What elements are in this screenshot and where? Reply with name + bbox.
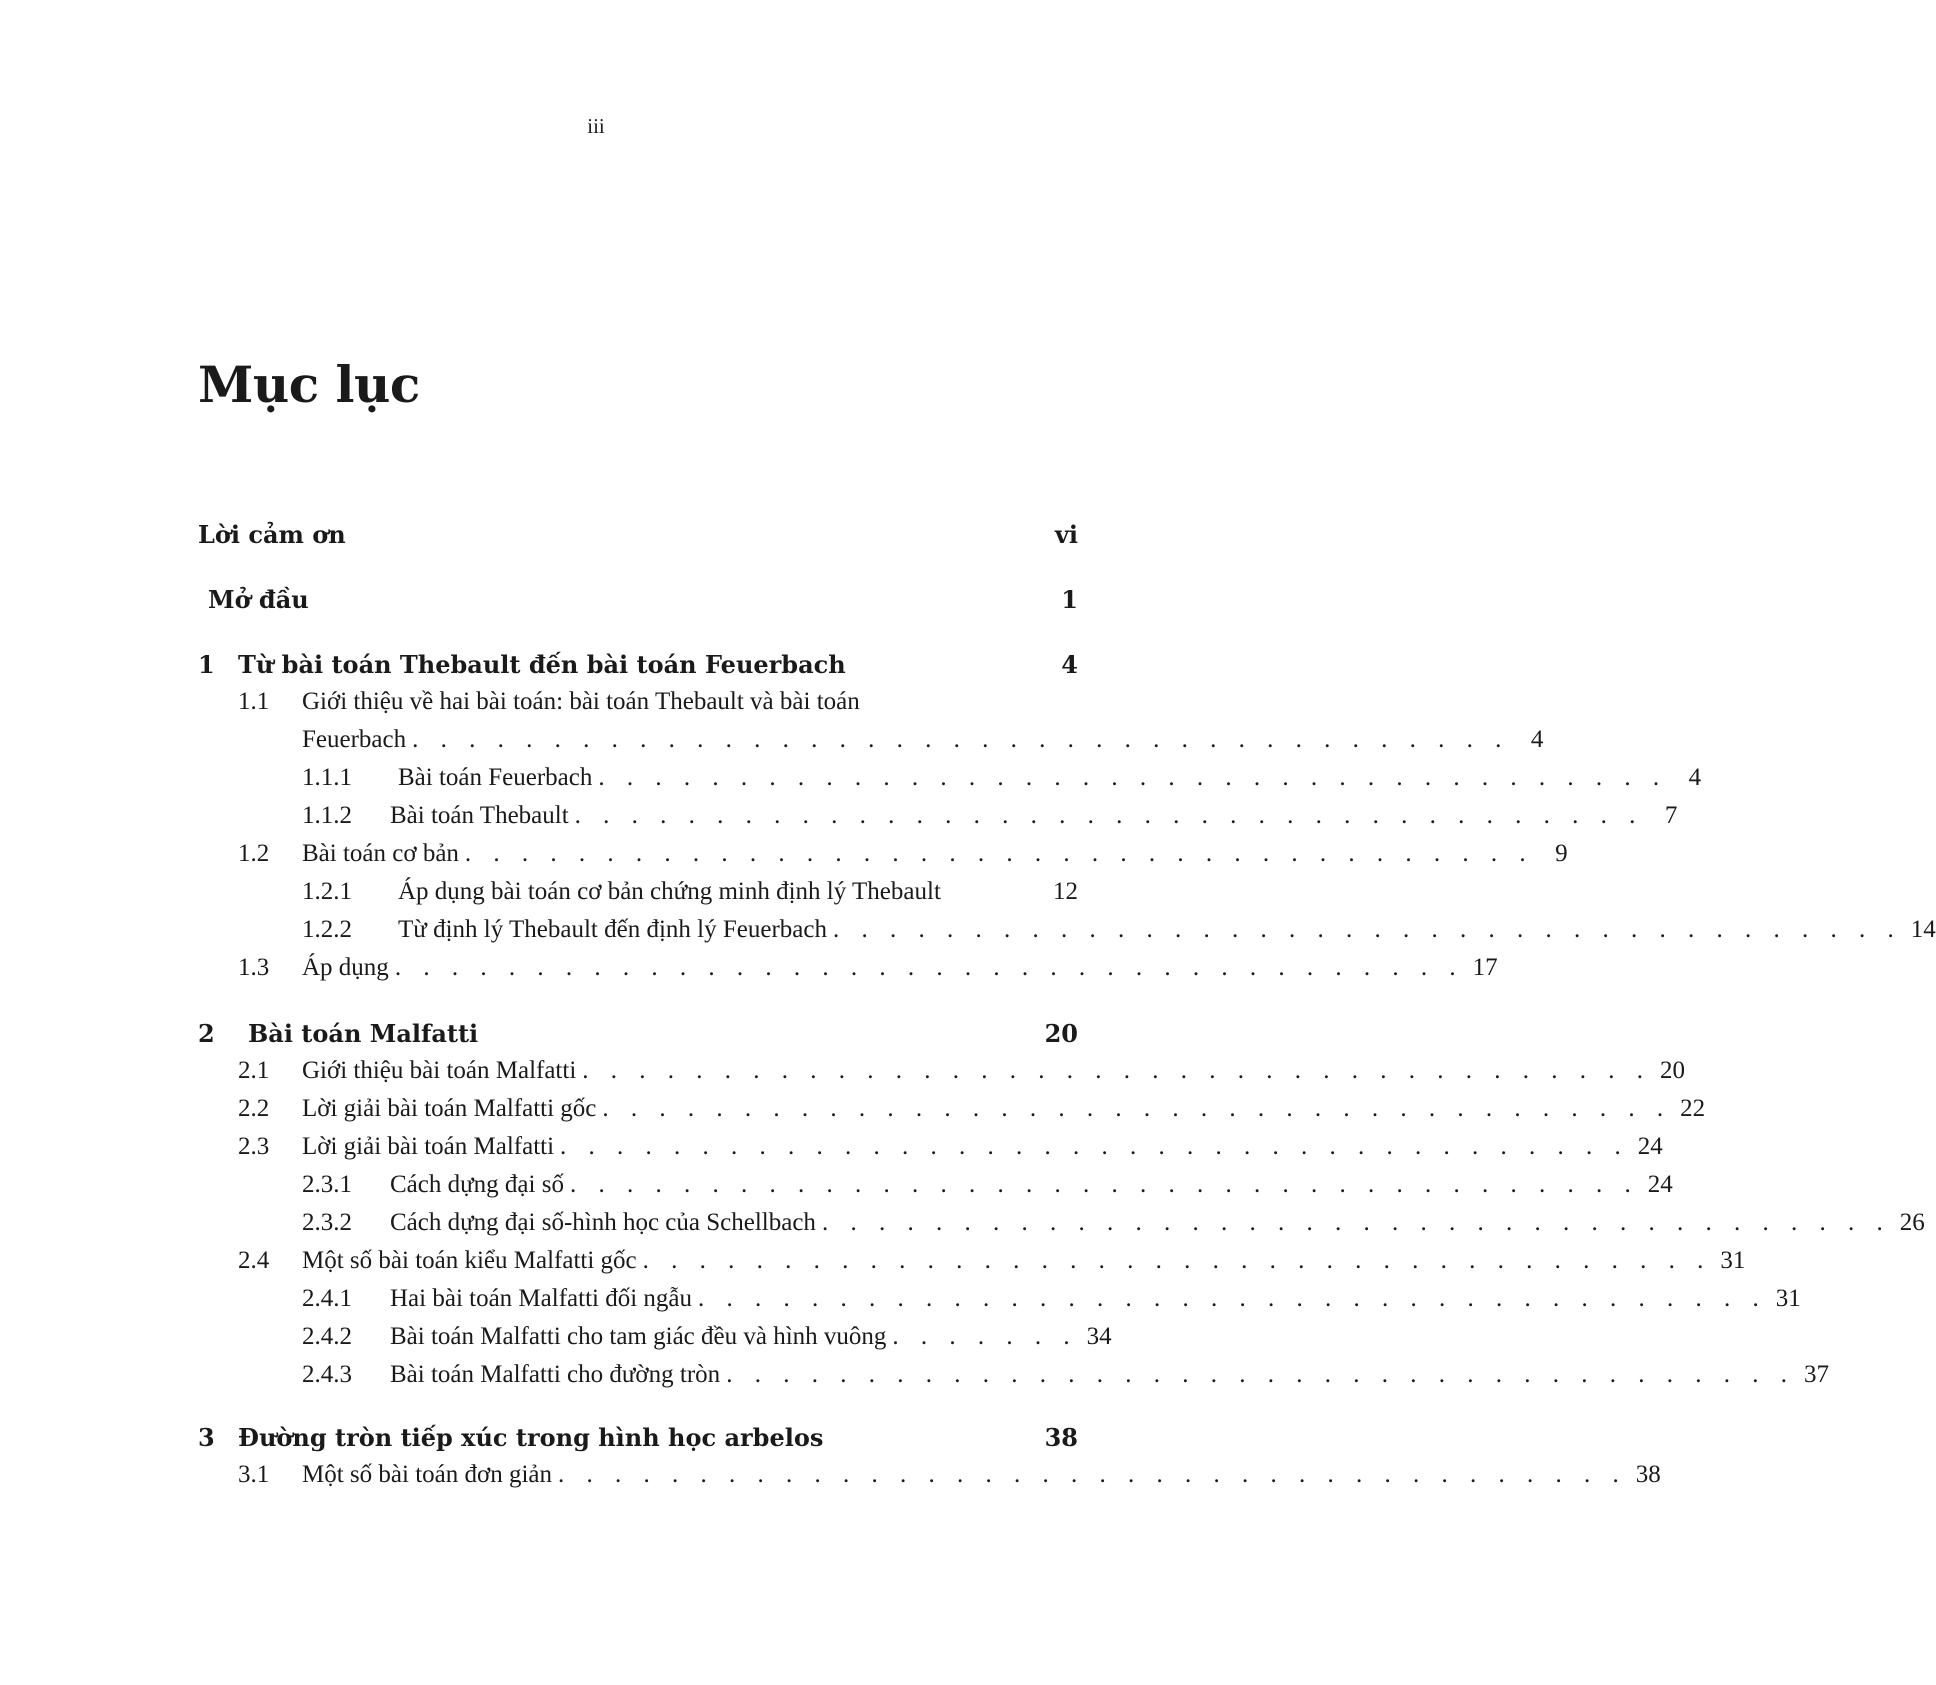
toc-entry-number: 1.1 — [238, 688, 270, 715]
toc-entry-number: 2.4.3 — [302, 1361, 352, 1388]
toc-entry-page: 24 — [1647, 1171, 1673, 1198]
toc-entry-section-1-3[interactable]: 1.3 Áp dụng . . . . . . . . . . . . . . . . . . . . . . . . . . . . . . . . . . . . . . 17 — [198, 954, 1078, 990]
toc-entry-section-1-2[interactable]: 1.2 Bài toán cơ bản . . . . . . . . . . . . . . . . . . . . . . . . . . . . . . . . . . . . . . 9 — [198, 840, 1078, 876]
toc-entry-number: 2.4.1 — [302, 1285, 352, 1312]
toc-entry-number: 2 — [198, 1019, 215, 1048]
toc-entry-page: 1 — [1061, 585, 1078, 614]
toc-entry-page: 7 — [1664, 802, 1678, 829]
toc-entry-title: Cách dựng đại số — [390, 1171, 564, 1198]
toc-entry-subsection-1-2-2[interactable]: 1.2.2 Từ định lý Thebault đến định lý Feuerbach . . . . . . . . . . . . . . . . . . . . . . . . . . . . . . . . . . . . . . 14 — [198, 916, 1078, 952]
toc-entry-number: 2.3 — [238, 1133, 270, 1160]
toc-entry-title: Áp dụng — [302, 954, 389, 981]
toc-entry-title-continued: Feuerbach — [302, 726, 407, 753]
toc-entry-title: Bài toán Feuerbach — [398, 764, 593, 791]
toc-entry-section-1-1[interactable] — [198, 688, 1078, 724]
toc-entry-page: 17 — [1472, 954, 1498, 981]
toc-entry-page: 24 — [1637, 1133, 1663, 1160]
toc-entry-number: 2.4.2 — [302, 1323, 352, 1350]
toc-entry-number: 2.2 — [238, 1095, 270, 1122]
toc-entry-title: Một số bài toán kiểu Malfatti gốc — [302, 1247, 637, 1274]
toc-entry-page: 4 — [1530, 726, 1544, 753]
toc-entry-section-2-3[interactable]: 2.3 Lời giải bài toán Malfatti . . . . . . . . . . . . . . . . . . . . . . . . . . . . . . . . . . . . . . 24 — [198, 1133, 1078, 1169]
toc-entry-page: 4 — [1688, 764, 1702, 791]
toc-entry-number: 2.3.1 — [302, 1171, 352, 1198]
toc-entry-page: 12 — [1053, 878, 1078, 905]
toc-entry-subsection-2-3-1[interactable]: 2.3.1 Cách dựng đại số . . . . . . . . . . . . . . . . . . . . . . . . . . . . . . . . . . . . . . 24 — [198, 1171, 1078, 1207]
toc-entry-title: Lời cảm ơn — [198, 520, 346, 549]
toc-entry-page: 34 — [1086, 1323, 1112, 1350]
toc-entry-chapter-2[interactable] — [198, 1019, 1078, 1055]
toc-entry-subsection-2-4-1[interactable]: 2.4.1 Hai bài toán Malfatti đối ngẫu . . . . . . . . . . . . . . . . . . . . . . . . . . . . . . . . . . . . . . 31 — [198, 1285, 1078, 1321]
toc-entry-title: Bài toán Malfatti — [248, 1019, 479, 1048]
toc-entry-title: Lời giải bài toán Malfatti gốc — [302, 1095, 597, 1122]
toc-entry-number: 2.4 — [238, 1247, 270, 1274]
toc-entry-page: 20 — [1660, 1057, 1686, 1084]
toc-entry-subsection-2-4-3[interactable]: 2.4.3 Bài toán Malfatti cho đường tròn . . . . . . . . . . . . . . . . . . . . . . . . . . . . . . . . . . . . . . 37 — [198, 1361, 1078, 1397]
toc-entry-page: 38 — [1635, 1461, 1661, 1488]
toc-entry-page: 4 — [1061, 650, 1078, 679]
toc-entry-section-2-2[interactable]: 2.2 Lời giải bài toán Malfatti gốc . . . . . . . . . . . . . . . . . . . . . . . . . . . . . . . . . . . . . . 22 — [198, 1095, 1078, 1131]
toc-entry-section-2-1[interactable]: 2.1 Giới thiệu bài toán Malfatti . . . . . . . . . . . . . . . . . . . . . . . . . . . . . . . . . . . . . . 20 — [198, 1057, 1078, 1093]
toc-entry-number: 1.2.1 — [302, 878, 352, 905]
toc-entry-subsection-1-1-1[interactable]: 1.1.1 Bài toán Feuerbach . . . . . . . . . . . . . . . . . . . . . . . . . . . . . . . . . . . . . . 4 — [198, 764, 1078, 800]
toc-entry-number: 1.1.2 — [302, 802, 352, 829]
toc-entry-subsection-2-3-2[interactable]: 2.3.2 Cách dựng đại số-hình học của Schellbach . . . . . . . . . . . . . . . . . . . . . . . . . . . . . . . . . . . . . . 26 — [198, 1209, 1078, 1245]
toc-entry-title: Giới thiệu về hai bài toán: bài toán Thebault và bài toán — [302, 688, 860, 715]
toc-entry-subsection-1-1-2[interactable]: 1.1.2 Bài toán Thebault . . . . . . . . . . . . . . . . . . . . . . . . . . . . . . . . . . . . . . 7 — [198, 802, 1078, 838]
toc-entry-subsection-1-2-1[interactable] — [198, 878, 1078, 914]
toc-entry-page: 20 — [1044, 1019, 1078, 1048]
toc-entry-number: 1.2 — [238, 840, 270, 867]
toc-entry-title: Đường tròn tiếp xúc trong hình học arbelos — [238, 1423, 824, 1452]
page-title: Mục lục — [198, 355, 420, 414]
toc-entry-title: Lời giải bài toán Malfatti — [302, 1133, 555, 1160]
toc-entry-page: 14 — [1910, 916, 1936, 943]
toc-entry-title: Bài toán Thebault — [390, 802, 569, 829]
toc-entry-title: Một số bài toán đơn giản — [302, 1461, 552, 1488]
toc-entry-page: 22 — [1680, 1095, 1706, 1122]
toc-entry-page: vi — [1054, 520, 1078, 549]
toc-entry-number: 1 — [198, 650, 215, 679]
toc-entry-number: 2.1 — [238, 1057, 270, 1084]
toc-entry-number: 1.2.2 — [302, 916, 352, 943]
toc-entry-section-3-1[interactable]: 3.1 Một số bài toán đơn giản . . . . . . . . . . . . . . . . . . . . . . . . . . . . . . . . . . . . . . 38 — [198, 1461, 1078, 1497]
toc-entry-number: 1.1.1 — [302, 764, 352, 791]
toc-entry-page: 31 — [1720, 1247, 1746, 1274]
toc-entry-page: 26 — [1899, 1209, 1925, 1236]
toc-entry-number: 3 — [198, 1423, 215, 1452]
toc-entry-chapter-1[interactable] — [198, 650, 1078, 686]
toc-entry-title: Mở đầu — [208, 585, 309, 614]
toc-entry-page: 31 — [1775, 1285, 1801, 1312]
toc-entry-title: Bài toán Malfatti cho tam giác đều và hình vuông — [390, 1323, 887, 1350]
toc-entry-page: 37 — [1803, 1361, 1829, 1388]
toc-entry-acknowledgements[interactable] — [198, 520, 1078, 556]
toc-entry-title: Từ định lý Thebault đến định lý Feuerbach — [398, 916, 827, 943]
toc-entry-title: Từ bài toán Thebault đến bài toán Feuerbach — [238, 650, 846, 679]
toc-entry-subsection-2-4-2[interactable]: 2.4.2 Bài toán Malfatti cho tam giác đều và hình vuông . . . . . . . 34 — [198, 1323, 1078, 1359]
toc-entry-number: 3.1 — [238, 1461, 270, 1488]
toc-entry-section-2-4[interactable]: 2.4 Một số bài toán kiểu Malfatti gốc . . . . . . . . . . . . . . . . . . . . . . . . . . . . . . . . . . . . . . 31 — [198, 1247, 1078, 1283]
toc-entry-chapter-3[interactable] — [198, 1423, 1078, 1459]
toc-entry-number: 1.3 — [238, 954, 270, 981]
toc-entry-page: 38 — [1044, 1423, 1078, 1452]
toc-entry-title: Hai bài toán Malfatti đối ngẫu — [390, 1285, 693, 1312]
toc-entry-introduction[interactable] — [208, 585, 1078, 621]
page-number: iii — [587, 114, 605, 138]
toc-entry-title: Bài toán cơ bản — [302, 840, 459, 867]
toc-entry-title: Giới thiệu bài toán Malfatti — [302, 1057, 577, 1084]
toc-entry-title: Áp dụng bài toán cơ bản chứng minh định lý Thebault — [398, 878, 941, 905]
toc-entry-section-1-1-continued[interactable]: Feuerbach . . . . . . . . . . . . . . . . . . . . . . . . . . . . . . . . . . . . . . . 4 — [302, 726, 1544, 753]
toc-entry-page: 9 — [1555, 840, 1568, 867]
toc-entry-title: Cách dựng đại số-hình học của Schellbach — [390, 1209, 816, 1236]
toc-entry-title: Bài toán Malfatti cho đường tròn — [390, 1361, 721, 1388]
toc-entry-number: 2.3.2 — [302, 1209, 352, 1236]
